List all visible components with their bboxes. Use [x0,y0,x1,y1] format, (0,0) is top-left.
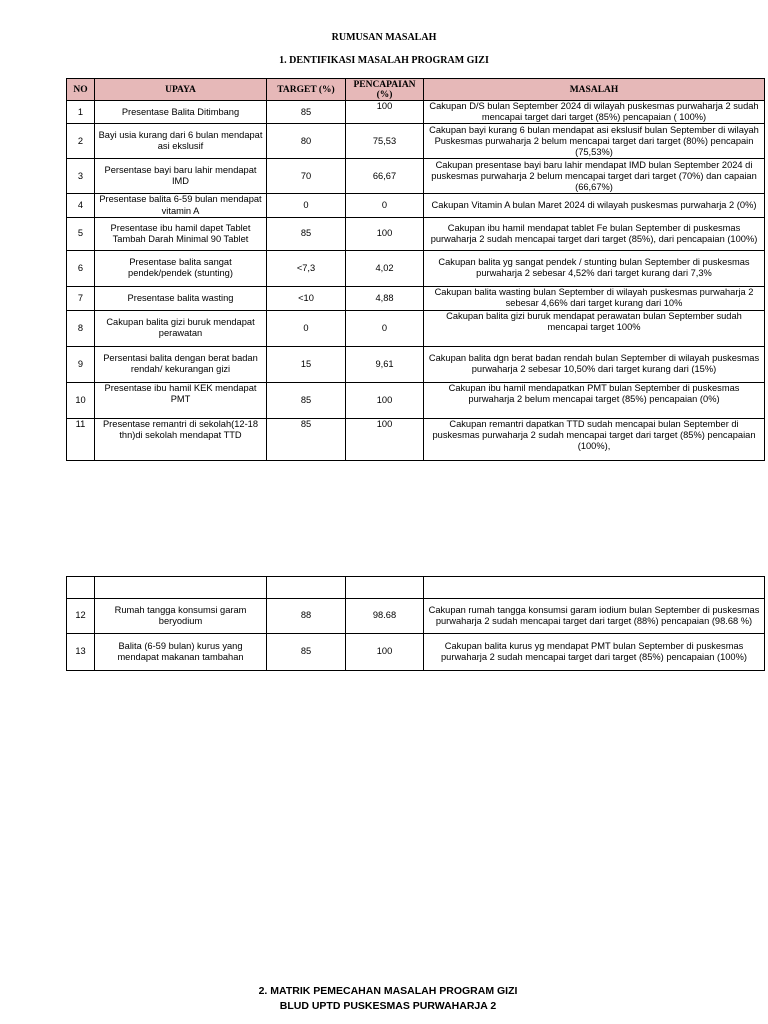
cell-masalah: Cakupan balita kurus yg mendapat PMT bulan September di puskesmas purwaharja 2 sudah mencapai target dari target (85%) pencapaian (100%) [424,634,765,671]
cell-upaya: Presentase balita sangat pendek/pendek (stunting) [95,250,267,286]
cell-no: 12 [67,599,95,634]
footer-subtitle: BLUD UPTD PUSKESMAS PURWAHARJA 2 [279,1000,497,1012]
cell-no: 10 [67,382,95,418]
table-row [67,194,765,217]
table-row [67,599,765,634]
cell-no: 6 [67,250,95,286]
header-target: TARGET (%) [267,79,346,101]
table-row [67,634,765,671]
cell-target: 80 [267,124,346,159]
header-pencapaian: PENCAPAIAN (%) [346,79,424,101]
table-row [67,418,765,460]
cell-masalah: Cakupan remantri dapatkan TTD sudah mencapai bulan September di puskesmas purwaharja 2 sudah mencapai target dari target (85%) pencapaian (100%), [424,418,765,460]
cell-no: 9 [67,346,95,382]
cell-target: 85 [267,217,346,250]
cell-no: 11 [67,418,95,460]
cell-upaya: Bayi usia kurang dari 6 bulan mendapat asi ekslusif [95,124,267,159]
cell-upaya: Balita (6-59 bulan) kurus yang mendapat makanan tambahan [95,634,267,671]
cell-no: 8 [67,310,95,346]
cell-pencapaian: 75,53 [346,124,424,159]
section-title: 1. DENTIFIKASI MASALAH PROGRAM GIZI [279,55,489,66]
cell-pencapaian: 9,61 [346,346,424,382]
cell-pencapaian: 100 [346,217,424,250]
cell-no: 2 [67,124,95,159]
cell-upaya: Presentase balita wasting [95,286,267,310]
cell-masalah: Cakupan ibu hamil mendapat tablet Fe bulan September di puskesmas purwaharja 2 sudah mencapai target dari target (85%), dari pencapaian (100%) [424,217,765,250]
cell-pencapaian: 0 [346,194,424,217]
problem-table-continued [66,576,765,671]
cell-pencapaian: 100 [346,101,424,124]
cell-target: 0 [267,194,346,217]
problem-table [66,78,765,461]
cell-target: 15 [267,346,346,382]
cell-target: 85 [267,418,346,460]
cell-upaya: Presentase Balita Ditimbang [95,101,267,124]
cell-upaya: Persentasi balita dengan berat badan rendah/ kekurangan gizi [95,346,267,382]
cell-target: 0 [267,310,346,346]
cell-masalah: Cakupan D/S bulan September 2024 di wilayah puskesmas purwaharja 2 sudah mencapai target dari target (85%) pencapaian ( 100%) [424,101,765,124]
cell-masalah: Cakupan ibu hamil mendapatkan PMT bulan September di puskesmas purwaharja 2 belum mencapai target (85%) pencapaian (0%) [424,382,765,418]
header-masalah: MASALAH [424,79,765,101]
table-row [67,159,765,194]
cell-pencapaian: 100 [346,634,424,671]
cell-target: <10 [267,286,346,310]
cell-masalah: Cakupan balita wasting bulan September di wilayah puskesmas purwaharja 2 sebesar 4,66% dari target kurang dari 10% [424,286,765,310]
cell-masalah: Cakupan presentase bayi baru lahir mendapat IMD bulan September 2024 di puskesmas purwaharja 2 belum mencapai target dari target (70%) dan capaian (66,67%) [424,159,765,194]
cell-no: 1 [67,101,95,124]
cell-masalah: Cakupan bayi kurang 6 bulan mendapat asi ekslusif bulan September di wilayah Puskesmas purwaharja 2 belum mencapai target dari target (80%) pencapain (75,53%) [424,124,765,159]
cell-masalah: Cakupan balita gizi buruk mendapat perawatan bulan September sudah mencapai target 100% [424,310,765,346]
cell-target: 88 [267,599,346,634]
table-header-row [67,79,765,101]
cell-pencapaian: 4,02 [346,250,424,286]
page-title: RUMUSAN MASALAH [331,32,437,43]
cell-pencapaian: 100 [346,418,424,460]
header-upaya: UPAYA [95,79,267,101]
cell-masalah: Cakupan Vitamin A bulan Maret 2024 di wilayah puskesmas purwaharja 2 (0%) [424,194,765,217]
cell-pencapaian: 4,88 [346,286,424,310]
table-row [67,124,765,159]
table-row [67,250,765,286]
cell-masalah: Cakupan rumah tangga konsumsi garam iodium bulan September di puskesmas purwaharja 2 sudah mencapai target dari target (88%) pencapaian (98.68 %) [424,599,765,634]
header-no: NO [67,79,95,101]
table-row [67,382,765,418]
cell-no: 7 [67,286,95,310]
cell-upaya: Presentase balita 6-59 bulan mendapat vitamin A [95,194,267,217]
cell-pencapaian: 98.68 [346,599,424,634]
cell-no: 5 [67,217,95,250]
cell-upaya: Presentase ibu hamil KEK mendapat PMT [95,382,267,418]
table-row [67,286,765,310]
cell-pencapaian: 0 [346,310,424,346]
cell-target: 70 [267,159,346,194]
cell-upaya: Presentase ibu hamil dapet Tablet Tambah Darah Minimal 90 Tablet [95,217,267,250]
cell-target: 85 [267,382,346,418]
footer-title: 2. MATRIK PEMECAHAN MASALAH PROGRAM GIZI [258,985,518,997]
cell-upaya: Presentase remantri di sekolah(12-18 thn)di sekolah mendapat TTD [95,418,267,460]
table-row [67,310,765,346]
cell-masalah: Cakupan balita yg sangat pendek / stunting bulan September di puskesmas purwaharja 2 sebesar 4,52% dari target kurang dari 7,3% [424,250,765,286]
cell-upaya: Rumah tangga konsumsi garam beryodium [95,599,267,634]
table-row [67,101,765,124]
cell-upaya: Cakupan balita gizi buruk mendapat perawatan [95,310,267,346]
cell-upaya: Persentase bayi baru lahir mendapat IMD [95,159,267,194]
table-row [67,217,765,250]
table-row [67,346,765,382]
cell-no: 3 [67,159,95,194]
cell-no: 4 [67,194,95,217]
cell-no: 13 [67,634,95,671]
cell-masalah: Cakupan balita dgn berat badan rendah bulan September di wilayah puskesmas purwaharja 2 sebesar 10,50% dari target kurang dari (15%) [424,346,765,382]
cell-pencapaian: 66,67 [346,159,424,194]
cell-target: 85 [267,634,346,671]
cell-pencapaian: 100 [346,382,424,418]
cell-target: 85 [267,101,346,124]
empty-row [67,577,765,599]
cell-target: <7,3 [267,250,346,286]
